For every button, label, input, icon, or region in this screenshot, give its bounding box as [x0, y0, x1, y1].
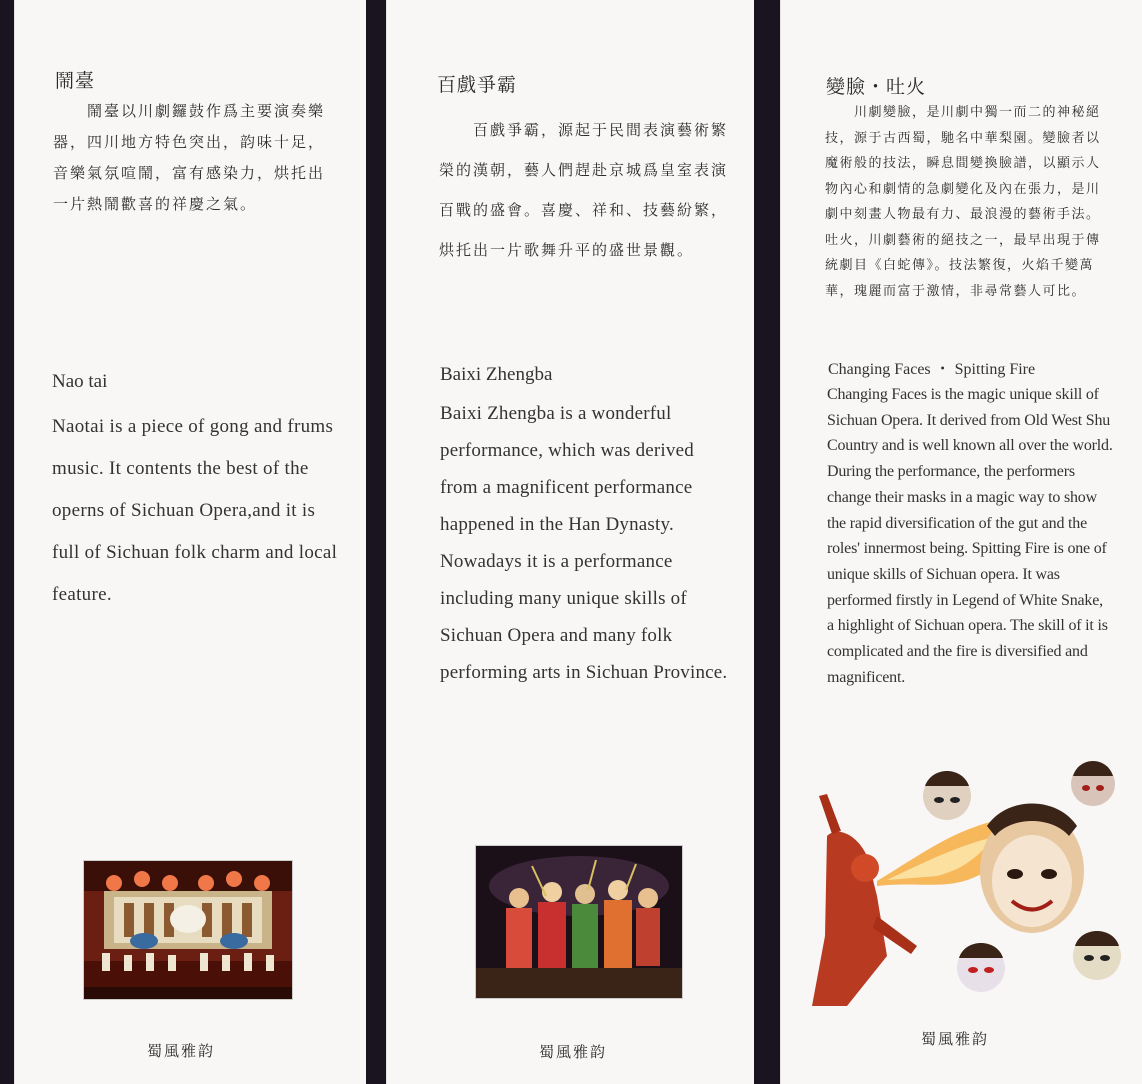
en-title: Nao tai [52, 371, 108, 392]
cn-title: 百戲爭霸 [437, 74, 518, 96]
panel-baixi-zhengba [386, 0, 754, 1084]
cn-body: 百戲爭霸，源起于民間表演藝術繁榮的漢朝，藝人們趕赴京城爲皇室表演百戰的盛會。喜慶、祥和、技藝紛繁，烘托出一片歌舞升平的盛世景觀。 [439, 121, 729, 259]
naotai-stage-photo [83, 860, 293, 1000]
en-title: Changing Faces ・ Spitting Fire [828, 361, 1036, 378]
cn-body: 川劇變臉，是川劇中獨一而二的神秘絕技，源于古西蜀，馳名中華梨園。變臉者以魔術般的技法，瞬息間變換臉譜，以顯示人物內心和劇情的急劇變化及內在張力，是川劇中刻畫人物最有力、最浪漫的藝術手法。吐火，川劇藝術的絕技之一，最早出現于傳統劇目《白蛇傳》。技法繁復，火焰千變萬華，瑰麗而富于激情，非尋常藝人可比。 [825, 105, 1101, 299]
cn-body: 鬧臺以川劇鑼鼓作爲主要演奏樂器，四川地方特色突出，韵味十足，音樂氣氛喧鬧，富有感染力，烘托出一片熱鬧歡喜的祥慶之氣。 [53, 102, 326, 213]
footer-text: 蜀風雅韵 [147, 1042, 216, 1060]
face-changing-fire-illustration [807, 756, 1123, 1012]
en-title: Baixi Zhengba [440, 364, 553, 385]
panel-changing-faces [780, 0, 1142, 1084]
en-body: Baixi Zhengba is a wonderful performance, which was derived from a magnificent performance happened in the Han Dynasty. Nowadays it is a performance including many unique skills of Sichuan Opera and many folk performing arts in Sichuan Province. [440, 403, 728, 683]
footer-text: 蜀風雅韵 [539, 1043, 608, 1061]
panel-naotai [14, 0, 366, 1084]
cn-title: 鬧臺 [55, 70, 96, 92]
baixi-zhengba-photo [475, 845, 683, 999]
en-body: Changing Faces is the magic unique skill of Sichuan Opera. It derived from Old West Shu Country and is well known all over the world. During the performance, the performers change their masks in a magic way to show the rapid diversification of the gut and the roles' innermost being. Spitting Fire is one of unique skills of Sichuan opera. It was performed firstly in Legend of White Snake, a highlight of Sichuan opera. The skill of it is complicated and the fire is diversified and magnificent. [827, 386, 1113, 686]
en-body: Naotai is a piece of gong and frums music. It contents the best of the operns of Sichuan Opera,and it is full of Sichuan folk charm and local feature. [52, 416, 338, 605]
footer-text: 蜀風雅韵 [921, 1030, 990, 1048]
cn-title: 變臉・吐火 [826, 76, 927, 98]
